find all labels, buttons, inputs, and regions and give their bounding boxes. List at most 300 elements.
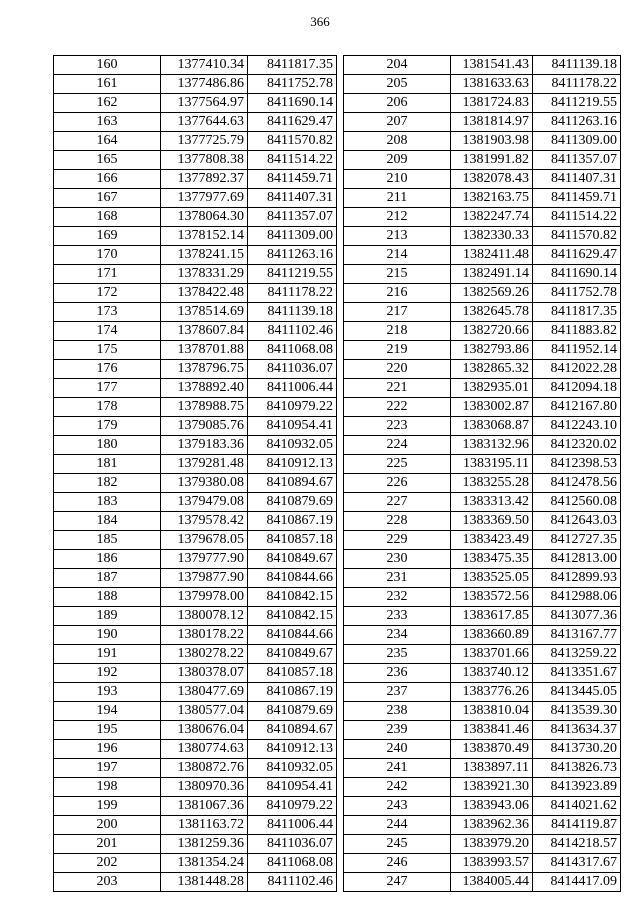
y-coordinate-cell: 8411752.78 [248,75,337,94]
y-coordinate-cell: 8411357.07 [248,208,337,227]
y-coordinate-cell: 8411068.08 [248,341,337,360]
point-number-cell: 234 [344,626,451,645]
point-number-cell: 191 [54,645,161,664]
point-number-cell: 184 [54,512,161,531]
point-number-cell: 177 [54,379,161,398]
x-coordinate-cell: 1383897.11 [451,759,533,778]
y-coordinate-cell: 8411407.31 [248,189,337,208]
point-number-cell: 224 [344,436,451,455]
point-number-cell: 198 [54,778,161,797]
table-row [344,398,621,417]
x-coordinate-cell: 1379085.76 [161,417,248,436]
table-row [54,417,337,436]
table-row [54,56,337,75]
y-coordinate-cell: 8411102.46 [248,322,337,341]
point-number-cell: 233 [344,607,451,626]
point-number-cell: 160 [54,56,161,75]
y-coordinate-cell: 8413077.36 [533,607,621,626]
x-coordinate-cell: 1381991.82 [451,151,533,170]
x-coordinate-cell: 1381067.36 [161,797,248,816]
y-coordinate-cell: 8410867.19 [248,683,337,702]
y-coordinate-cell: 8410979.22 [248,797,337,816]
table-row [344,835,621,854]
x-coordinate-cell: 1379479.08 [161,493,248,512]
point-number-cell: 183 [54,493,161,512]
x-coordinate-cell: 1378796.75 [161,360,248,379]
table-row [54,607,337,626]
table-row [344,455,621,474]
point-number-cell: 207 [344,113,451,132]
table-row [54,303,337,322]
x-coordinate-cell: 1382865.32 [451,360,533,379]
y-coordinate-cell: 8414317.67 [533,854,621,873]
point-number-cell: 223 [344,417,451,436]
y-coordinate-cell: 8412478.56 [533,474,621,493]
x-coordinate-cell: 1383617.85 [451,607,533,626]
point-number-cell: 238 [344,702,451,721]
x-coordinate-cell: 1383993.57 [451,854,533,873]
x-coordinate-cell: 1378607.84 [161,322,248,341]
point-number-cell: 194 [54,702,161,721]
table-row [54,569,337,588]
y-coordinate-cell: 8410849.67 [248,550,337,569]
point-number-cell: 235 [344,645,451,664]
x-coordinate-cell: 1380970.36 [161,778,248,797]
x-coordinate-cell: 1377564.97 [161,94,248,113]
y-coordinate-cell: 8412094.18 [533,379,621,398]
page-number: 366 [310,14,330,29]
table-row [54,379,337,398]
x-coordinate-cell: 1381448.28 [161,873,248,892]
y-coordinate-cell: 8413730.20 [533,740,621,759]
x-coordinate-cell: 1383369.50 [451,512,533,531]
table-row [344,588,621,607]
x-coordinate-cell: 1380676.04 [161,721,248,740]
point-number-cell: 219 [344,341,451,360]
point-number-cell: 193 [54,683,161,702]
table-row [344,740,621,759]
x-coordinate-cell: 1379380.08 [161,474,248,493]
y-coordinate-cell: 8412320.02 [533,436,621,455]
y-coordinate-cell: 8411139.18 [533,56,621,75]
table-row [54,664,337,683]
table-row [344,94,621,113]
table-row [54,816,337,835]
table-row [54,455,337,474]
point-number-cell: 163 [54,113,161,132]
table-row [344,854,621,873]
x-coordinate-cell: 1383525.05 [451,569,533,588]
x-coordinate-cell: 1380278.22 [161,645,248,664]
y-coordinate-cell: 8414417.09 [533,873,621,892]
x-coordinate-cell: 1383572.56 [451,588,533,607]
point-number-cell: 240 [344,740,451,759]
x-coordinate-cell: 1382247.74 [451,208,533,227]
table-row [54,797,337,816]
y-coordinate-cell: 8410932.05 [248,759,337,778]
point-number-cell: 213 [344,227,451,246]
x-coordinate-cell: 1378988.75 [161,398,248,417]
point-number-cell: 239 [344,721,451,740]
point-number-cell: 162 [54,94,161,113]
x-coordinate-cell: 1383921.30 [451,778,533,797]
table-row [54,645,337,664]
x-coordinate-cell: 1382078.43 [451,170,533,189]
x-coordinate-cell: 1382935.01 [451,379,533,398]
x-coordinate-cell: 1382330.33 [451,227,533,246]
point-number-cell: 197 [54,759,161,778]
point-number-cell: 169 [54,227,161,246]
x-coordinate-cell: 1381633.63 [451,75,533,94]
point-number-cell: 218 [344,322,451,341]
y-coordinate-cell: 8410842.15 [248,588,337,607]
table-row [344,132,621,151]
point-number-cell: 189 [54,607,161,626]
x-coordinate-cell: 1378422.48 [161,284,248,303]
y-coordinate-cell: 8410857.18 [248,531,337,550]
x-coordinate-cell: 1379978.00 [161,588,248,607]
x-coordinate-cell: 1380178.22 [161,626,248,645]
y-coordinate-cell: 8413539.30 [533,702,621,721]
y-coordinate-cell: 8413351.67 [533,664,621,683]
point-number-cell: 179 [54,417,161,436]
table-row [54,189,337,208]
point-number-cell: 199 [54,797,161,816]
y-coordinate-cell: 8411629.47 [248,113,337,132]
y-coordinate-cell: 8411514.22 [533,208,621,227]
y-coordinate-cell: 8411219.55 [248,265,337,284]
table-row [54,873,337,892]
table-row [344,113,621,132]
y-coordinate-cell: 8411263.16 [248,246,337,265]
table-row [344,417,621,436]
table-row [54,227,337,246]
x-coordinate-cell: 1379281.48 [161,455,248,474]
table-row [344,341,621,360]
point-number-cell: 164 [54,132,161,151]
y-coordinate-cell: 8411357.07 [533,151,621,170]
point-number-cell: 186 [54,550,161,569]
y-coordinate-cell: 8410932.05 [248,436,337,455]
point-number-cell: 174 [54,322,161,341]
y-coordinate-cell: 8411178.22 [248,284,337,303]
y-coordinate-cell: 8412022.28 [533,360,621,379]
coordinates-table-right-body [344,56,621,892]
y-coordinate-cell: 8412243.10 [533,417,621,436]
y-coordinate-cell: 8411570.82 [248,132,337,151]
x-coordinate-cell: 1380078.12 [161,607,248,626]
x-coordinate-cell: 1383423.49 [451,531,533,550]
table-row [344,246,621,265]
table-row [344,208,621,227]
y-coordinate-cell: 8411629.47 [533,246,621,265]
table-row [54,721,337,740]
y-coordinate-cell: 8411883.82 [533,322,621,341]
x-coordinate-cell: 1377486.86 [161,75,248,94]
point-number-cell: 245 [344,835,451,854]
x-coordinate-cell: 1377410.34 [161,56,248,75]
x-coordinate-cell: 1382793.86 [451,341,533,360]
y-coordinate-cell: 8411459.71 [533,189,621,208]
y-coordinate-cell: 8411263.16 [533,113,621,132]
x-coordinate-cell: 1378701.88 [161,341,248,360]
point-number-cell: 237 [344,683,451,702]
table-row [54,208,337,227]
x-coordinate-cell: 1383255.28 [451,474,533,493]
coordinates-table-right [343,55,621,892]
x-coordinate-cell: 1378514.69 [161,303,248,322]
x-coordinate-cell: 1378892.40 [161,379,248,398]
table-row [344,702,621,721]
point-number-cell: 244 [344,816,451,835]
x-coordinate-cell: 1379678.05 [161,531,248,550]
table-row [54,265,337,284]
y-coordinate-cell: 8410857.18 [248,664,337,683]
table-row [54,113,337,132]
table-row [54,683,337,702]
point-number-cell: 231 [344,569,451,588]
table-row [344,56,621,75]
table-row [54,246,337,265]
point-number-cell: 176 [54,360,161,379]
y-coordinate-cell: 8410912.13 [248,740,337,759]
point-number-cell: 210 [344,170,451,189]
table-row [54,778,337,797]
point-number-cell: 225 [344,455,451,474]
x-coordinate-cell: 1382491.14 [451,265,533,284]
table-row [344,645,621,664]
y-coordinate-cell: 8411036.07 [248,835,337,854]
table-row [54,151,337,170]
y-coordinate-cell: 8410867.19 [248,512,337,531]
x-coordinate-cell: 1377977.69 [161,189,248,208]
x-coordinate-cell: 1382411.48 [451,246,533,265]
x-coordinate-cell: 1379877.90 [161,569,248,588]
point-number-cell: 205 [344,75,451,94]
point-number-cell: 208 [344,132,451,151]
y-coordinate-cell: 8414119.87 [533,816,621,835]
x-coordinate-cell: 1377644.63 [161,113,248,132]
coordinates-table-left-body [54,56,337,892]
x-coordinate-cell: 1381259.36 [161,835,248,854]
table-row [54,493,337,512]
point-number-cell: 241 [344,759,451,778]
point-number-cell: 215 [344,265,451,284]
table-row [54,341,337,360]
table-row [344,284,621,303]
x-coordinate-cell: 1381903.98 [451,132,533,151]
y-coordinate-cell: 8411817.35 [533,303,621,322]
x-coordinate-cell: 1383132.96 [451,436,533,455]
y-coordinate-cell: 8411309.00 [248,227,337,246]
x-coordinate-cell: 1384005.44 [451,873,533,892]
point-number-cell: 175 [54,341,161,360]
point-number-cell: 172 [54,284,161,303]
table-row [54,474,337,493]
table-row [54,75,337,94]
y-coordinate-cell: 8413445.05 [533,683,621,702]
table-row [54,360,337,379]
table-row [54,398,337,417]
x-coordinate-cell: 1383195.11 [451,455,533,474]
y-coordinate-cell: 8410842.15 [248,607,337,626]
x-coordinate-cell: 1377892.37 [161,170,248,189]
table-row [344,683,621,702]
point-number-cell: 229 [344,531,451,550]
point-number-cell: 203 [54,873,161,892]
y-coordinate-cell: 8411690.14 [533,265,621,284]
table-row [344,607,621,626]
y-coordinate-cell: 8411459.71 [248,170,337,189]
point-number-cell: 171 [54,265,161,284]
y-coordinate-cell: 8411514.22 [248,151,337,170]
x-coordinate-cell: 1378331.29 [161,265,248,284]
point-number-cell: 211 [344,189,451,208]
x-coordinate-cell: 1380378.07 [161,664,248,683]
x-coordinate-cell: 1383740.12 [451,664,533,683]
point-number-cell: 178 [54,398,161,417]
y-coordinate-cell: 8411407.31 [533,170,621,189]
x-coordinate-cell: 1382645.78 [451,303,533,322]
x-coordinate-cell: 1379183.36 [161,436,248,455]
point-number-cell: 173 [54,303,161,322]
y-coordinate-cell: 8412167.80 [533,398,621,417]
x-coordinate-cell: 1377725.79 [161,132,248,151]
coordinates-table-left [53,55,337,892]
table-row [54,94,337,113]
point-number-cell: 185 [54,531,161,550]
y-coordinate-cell: 8413634.37 [533,721,621,740]
y-coordinate-cell: 8411006.44 [248,816,337,835]
point-number-cell: 236 [344,664,451,683]
y-coordinate-cell: 8412988.06 [533,588,621,607]
point-number-cell: 206 [344,94,451,113]
x-coordinate-cell: 1380477.69 [161,683,248,702]
x-coordinate-cell: 1383475.35 [451,550,533,569]
x-coordinate-cell: 1379578.42 [161,512,248,531]
y-coordinate-cell: 8411006.44 [248,379,337,398]
point-number-cell: 192 [54,664,161,683]
table-row [344,626,621,645]
y-coordinate-cell: 8413167.77 [533,626,621,645]
y-coordinate-cell: 8412643.03 [533,512,621,531]
table-row [344,531,621,550]
point-number-cell: 217 [344,303,451,322]
x-coordinate-cell: 1379777.90 [161,550,248,569]
x-coordinate-cell: 1383962.36 [451,816,533,835]
point-number-cell: 232 [344,588,451,607]
y-coordinate-cell: 8412813.00 [533,550,621,569]
x-coordinate-cell: 1378064.30 [161,208,248,227]
point-number-cell: 188 [54,588,161,607]
table-row [344,189,621,208]
table-row [344,75,621,94]
y-coordinate-cell: 8410844.66 [248,569,337,588]
y-coordinate-cell: 8410879.69 [248,702,337,721]
point-number-cell: 200 [54,816,161,835]
table-row [344,797,621,816]
x-coordinate-cell: 1383943.06 [451,797,533,816]
table-row [54,835,337,854]
point-number-cell: 195 [54,721,161,740]
point-number-cell: 161 [54,75,161,94]
y-coordinate-cell: 8413826.73 [533,759,621,778]
point-number-cell: 242 [344,778,451,797]
point-number-cell: 212 [344,208,451,227]
point-number-cell: 201 [54,835,161,854]
table-row [344,360,621,379]
y-coordinate-cell: 8410954.41 [248,778,337,797]
point-number-cell: 230 [344,550,451,569]
x-coordinate-cell: 1380774.63 [161,740,248,759]
x-coordinate-cell: 1378241.15 [161,246,248,265]
x-coordinate-cell: 1383002.87 [451,398,533,417]
table-row [344,493,621,512]
table-row [344,664,621,683]
table-row [344,550,621,569]
point-number-cell: 216 [344,284,451,303]
y-coordinate-cell: 8410894.67 [248,721,337,740]
x-coordinate-cell: 1382720.66 [451,322,533,341]
y-coordinate-cell: 8410894.67 [248,474,337,493]
table-row [54,170,337,189]
y-coordinate-cell: 8411036.07 [248,360,337,379]
x-coordinate-cell: 1383313.42 [451,493,533,512]
point-number-cell: 168 [54,208,161,227]
point-number-cell: 204 [344,56,451,75]
y-coordinate-cell: 8410954.41 [248,417,337,436]
point-number-cell: 180 [54,436,161,455]
point-number-cell: 246 [344,854,451,873]
point-number-cell: 170 [54,246,161,265]
x-coordinate-cell: 1381163.72 [161,816,248,835]
y-coordinate-cell: 8412899.93 [533,569,621,588]
table-row [344,778,621,797]
table-row [54,854,337,873]
table-row [344,873,621,892]
table-row [344,512,621,531]
x-coordinate-cell: 1378152.14 [161,227,248,246]
table-row [344,569,621,588]
point-number-cell: 226 [344,474,451,493]
point-number-cell: 167 [54,189,161,208]
table-row [54,284,337,303]
x-coordinate-cell: 1382569.26 [451,284,533,303]
y-coordinate-cell: 8410849.67 [248,645,337,664]
table-row [344,816,621,835]
point-number-cell: 214 [344,246,451,265]
y-coordinate-cell: 8411690.14 [248,94,337,113]
table-row [344,151,621,170]
point-number-cell: 247 [344,873,451,892]
y-coordinate-cell: 8411102.46 [248,873,337,892]
table-row [344,170,621,189]
table-row [344,303,621,322]
y-coordinate-cell: 8412398.53 [533,455,621,474]
table-row [54,759,337,778]
y-coordinate-cell: 8411570.82 [533,227,621,246]
table-row [344,227,621,246]
point-number-cell: 243 [344,797,451,816]
point-number-cell: 181 [54,455,161,474]
table-row [344,265,621,284]
point-number-cell: 227 [344,493,451,512]
y-coordinate-cell: 8410879.69 [248,493,337,512]
table-row [54,436,337,455]
y-coordinate-cell: 8413923.89 [533,778,621,797]
y-coordinate-cell: 8411952.14 [533,341,621,360]
x-coordinate-cell: 1380872.76 [161,759,248,778]
